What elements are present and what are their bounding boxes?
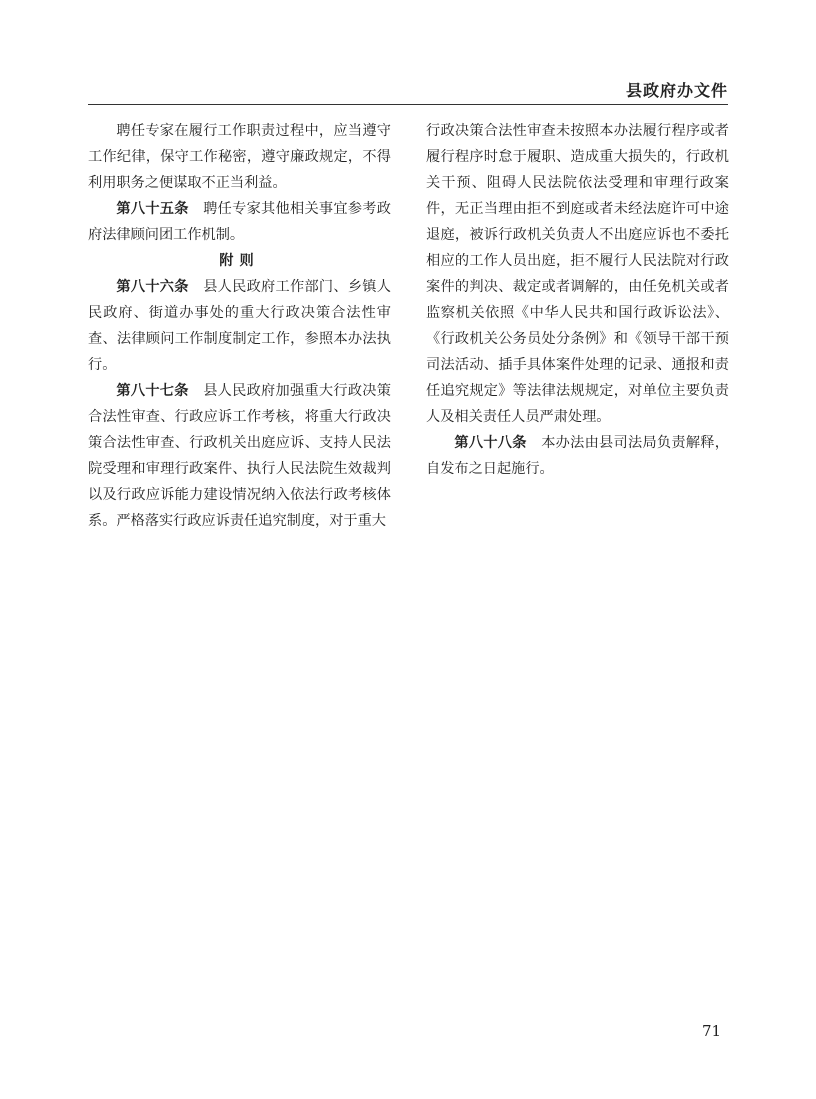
article-86: [88, 274, 391, 378]
page-number: 71: [702, 1022, 722, 1040]
article-87-continued: 行政决策合法性审查未按照本办法履行程序或者履行程序时怠于履职、造成重大损失的，行政机关干预、阻碍人民法院依法受理和审理行政案件，无正当理由拒不到庭或者未经法庭许可中途退庭，被诉行政机关负责人不出庭应诉也不委托相应的工作人员出庭，拒不履行人民法院对行政案件的判决、裁定或者调解的，由任免机关或者监察机关依照《中华人民共和国行政诉讼法》、《行政机关公务员处分条例》和《领导干部干预司法活动、插手具体案件处理的记录、通报和责任追究规定》等法律法规规定，对单位主要负责人及相关责任人员严肃处理。: [426, 123, 729, 425]
article-88: [426, 430, 729, 482]
section-heading-supplementary: 附则: [219, 253, 260, 269]
header-title: 县政府办文件: [625, 81, 728, 100]
page-header: [88, 78, 728, 105]
article-85-label: 第八十五条: [116, 201, 189, 217]
article-87: [88, 378, 391, 534]
right-column: [426, 118, 729, 482]
left-column: [88, 118, 391, 534]
article-85-text: 聘任专家其他相关事宜参考政府法律顾问团工作机制。: [88, 201, 391, 243]
article-86-label: 第八十六条: [116, 279, 189, 295]
article-86-text: 县人民政府工作部门、乡镇人民政府、街道办事处的重大行政决策合法性审查、法律顾问工作制度制定工作，参照本办法执行。: [88, 279, 391, 373]
article-88-text: 本办法由县司法局负责解释，自发布之日起施行。: [426, 435, 729, 477]
article-88-label: 第八十八条: [454, 435, 527, 451]
article-87-text: 县人民政府加强重大行政决策合法性审查、行政应诉工作考核，将重大行政决策合法性审查、行政机关出庭应诉、支持人民法院受理和审理行政案件、执行人民法院生效裁判以及行政应诉能力建设情况纳入依法行政考核体系。严格落实行政应诉责任追究制度，对于重大: [88, 383, 391, 529]
article-87-label: 第八十七条: [116, 383, 189, 399]
paragraph-expert-duties: 聘任专家在履行工作职责过程中，应当遵守工作纪律，保守工作秘密，遵守廉政规定，不得利用职务之便谋取不正当利益。: [88, 123, 391, 191]
article-85: [88, 196, 391, 248]
